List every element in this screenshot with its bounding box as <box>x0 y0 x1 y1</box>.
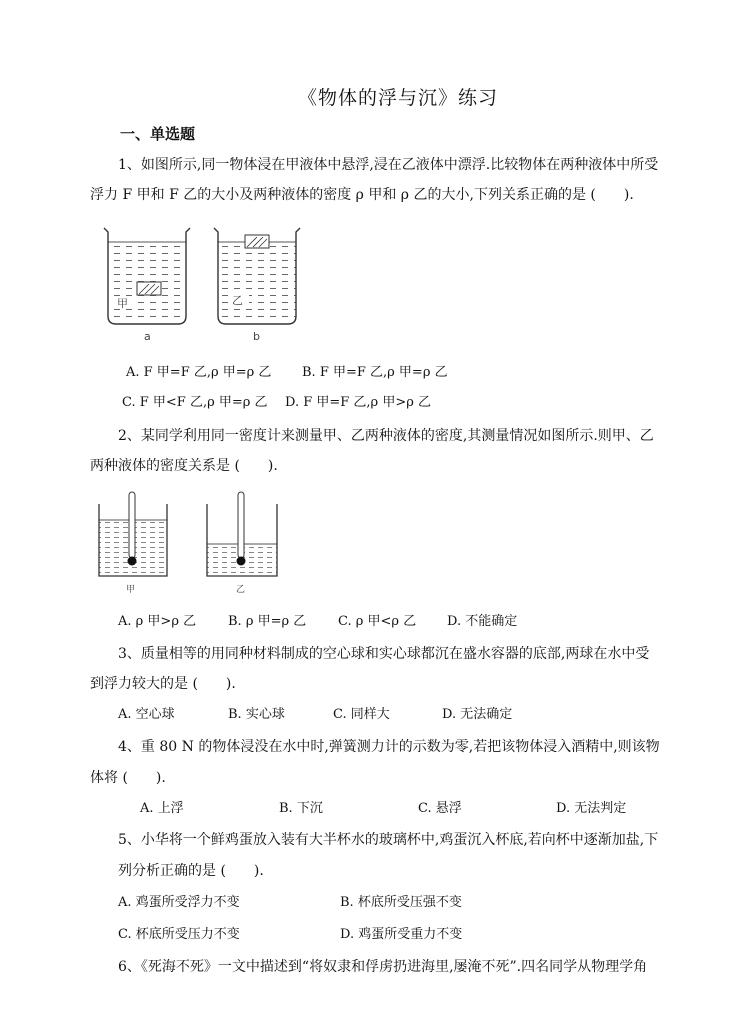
container-jia-caption: 甲 <box>126 585 136 595</box>
q2-option-a[interactable]: A. ρ 甲>ρ 乙 <box>118 614 197 629</box>
hydrometer-jia <box>129 492 135 558</box>
container-jia <box>99 492 167 595</box>
q2-text-line1: 2、某同学利用同一密度计来测量甲、乙两种液体的密度,其测量情况如图所示.则甲、乙 <box>118 428 654 444</box>
q1-text-line2: 浮力 F 甲和 F 乙的大小及两种液体的密度 ρ 甲和 ρ 乙的大小,下列关系正确的是 ( ). <box>90 187 634 203</box>
beaker-a <box>104 228 190 343</box>
liquid-a-label: 甲 <box>117 297 128 310</box>
floating-block <box>245 235 269 248</box>
q3-option-b[interactable]: B. 实心球 <box>228 707 285 722</box>
q2-option-b[interactable]: B. ρ 甲=ρ 乙 <box>228 614 307 629</box>
q1-option-d[interactable]: D. F 甲=F 乙,ρ 甲>ρ 乙 <box>285 395 431 410</box>
q3-text-line1: 3、质量相等的用同种材料制成的空心球和实心球都沉在盛水容器的底部,两球在水中受 <box>118 646 650 662</box>
page-title: 《物体的浮与沉》练习 <box>298 87 499 109</box>
section-heading: 一、单选题 <box>120 125 196 143</box>
container-yi <box>207 492 277 595</box>
q2-text-line2: 两种液体的密度关系是 ( ). <box>90 458 278 474</box>
q5-option-a[interactable]: A. 鸡蛋所受浮力不变 <box>118 895 240 910</box>
q4-option-a[interactable]: A. 上浮 <box>140 801 184 816</box>
q5-text-line2: 列分析正确的是 ( ). <box>118 863 264 879</box>
beaker-a-caption: a <box>144 330 151 343</box>
q2-figure <box>95 490 285 602</box>
q4-text-line2: 体将 ( ). <box>90 770 166 786</box>
q5-option-b[interactable]: B. 杯底所受压强不变 <box>340 895 462 910</box>
q4-option-b[interactable]: B. 下沉 <box>279 801 323 816</box>
q1-figure <box>100 222 310 347</box>
q2-option-c[interactable]: C. ρ 甲<ρ 乙 <box>338 614 417 629</box>
container-yi-caption: 乙 <box>236 585 246 595</box>
q4-option-c[interactable]: C. 悬浮 <box>418 801 462 816</box>
q4-text-line1: 4、重 80 N 的物体浸没在水中时,弹簧测力计的示数为零,若把该物体浸入酒精中,则该物 <box>118 739 660 755</box>
q4-option-d[interactable]: D. 无法判定 <box>556 801 627 816</box>
q1-option-c[interactable]: C. F 甲<F 乙,ρ 甲=ρ 乙 <box>122 395 268 410</box>
hydrometer-yi <box>238 492 244 558</box>
q6-text-line1: 6、《死海不死》一文中描述到“将奴隶和俘虏扔进海里,屡淹不死”.四名同学从物理学角 <box>118 959 648 975</box>
q1-option-a[interactable]: A. F 甲=F 乙,ρ 甲=ρ 乙 <box>126 365 272 380</box>
suspended-block <box>137 282 161 295</box>
q2-option-d[interactable]: D. 不能确定 <box>447 614 518 629</box>
q3-text-line2: 到浮力较大的是 ( ). <box>90 676 236 692</box>
beaker-b <box>214 228 300 343</box>
q3-option-a[interactable]: A. 空心球 <box>118 707 175 722</box>
q3-option-d[interactable]: D. 无法确定 <box>442 707 513 722</box>
q3-option-c[interactable]: C. 同样大 <box>333 707 390 722</box>
q1-option-b[interactable]: B. F 甲=F 乙,ρ 甲=ρ 乙 <box>302 365 448 380</box>
q5-option-d[interactable]: D. 鸡蛋所受重力不变 <box>340 927 463 942</box>
liquid-b-label: 乙 <box>232 294 243 307</box>
q5-text-line1: 5、小华将一个鲜鸡蛋放入装有大半杯水的玻璃杯中,鸡蛋沉入杯底,若向杯中逐渐加盐,下 <box>118 832 659 848</box>
q1-text-line1: 1、如图所示,同一物体浸在甲液体中悬浮,浸在乙液体中漂浮.比较物体在两种液体中所受 <box>118 157 659 173</box>
beaker-b-caption: b <box>253 330 260 343</box>
q5-option-c[interactable]: C. 杯底所受压力不变 <box>118 927 240 942</box>
